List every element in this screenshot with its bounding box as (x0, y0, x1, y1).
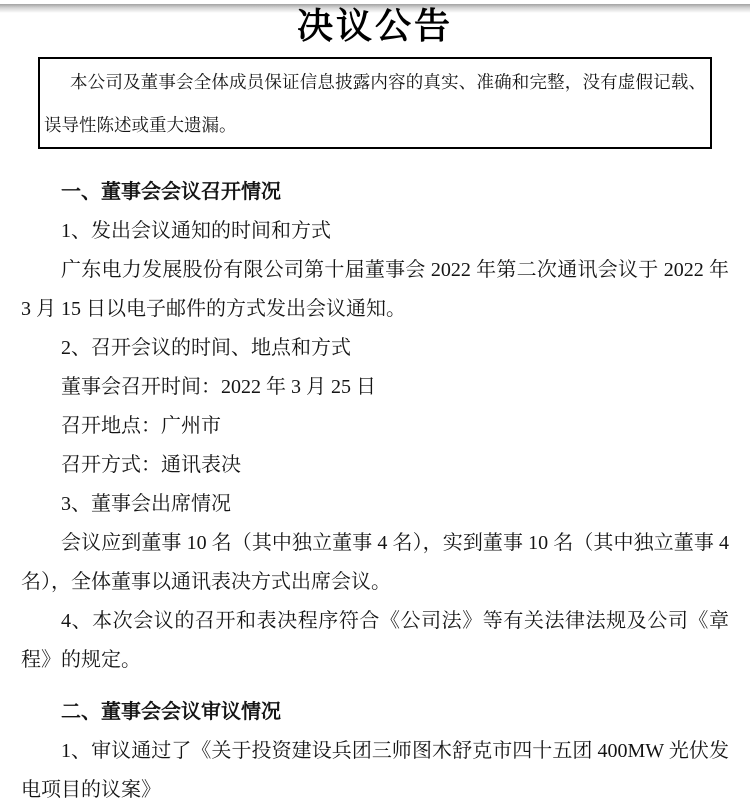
section-1-heading: 一、董事会会议召开情况 (61, 181, 281, 203)
page-title: 决议公告 (296, 6, 453, 46)
disclaimer-text: 本公司及董事会全体成员保证信息披露内容的真实、准确和完整，没有虚假记载、误导性陈述或重大遗漏。 (44, 72, 706, 135)
paragraph: 召开方式：通讯表决 (61, 454, 241, 476)
paragraph: 3、董事会出席情况 (61, 493, 231, 515)
paragraph: 广东电力发展股份有限公司第十届董事会 2022 年第二次通讯会议于 2022 年 3 月 15 日以电子邮件的方式发出会议通知。 (21, 259, 729, 320)
paragraph: 召开地点：广州市 (61, 415, 221, 437)
section-meeting-convening (21, 173, 729, 680)
paragraph: 1、发出会议通知的时间和方式 (61, 220, 331, 242)
paragraph: 会议应到董事 10 名（其中独立董事 4 名），实到董事 10 名（其中独立董事 4 名），全体董事以通讯表决方式出席会议。 (21, 532, 729, 593)
section-meeting-review (21, 693, 729, 810)
paragraph: 1、审议通过了《关于投资建设兵团三师图木舒克市四十五团 400MW 光伏发电项目的议案》 (21, 740, 729, 801)
disclaimer-box (38, 57, 712, 149)
document-page (0, 4, 750, 810)
section-2-heading: 二、董事会会议审议情况 (61, 701, 281, 723)
paragraph: 2、召开会议的时间、地点和方式 (61, 337, 351, 359)
paragraph: 董事会召开时间：2022 年 3 月 25 日 (61, 376, 376, 398)
paragraph: 4、本次会议的召开和表决程序符合《公司法》等有关法律法规及公司《章程》的规定。 (21, 610, 729, 671)
